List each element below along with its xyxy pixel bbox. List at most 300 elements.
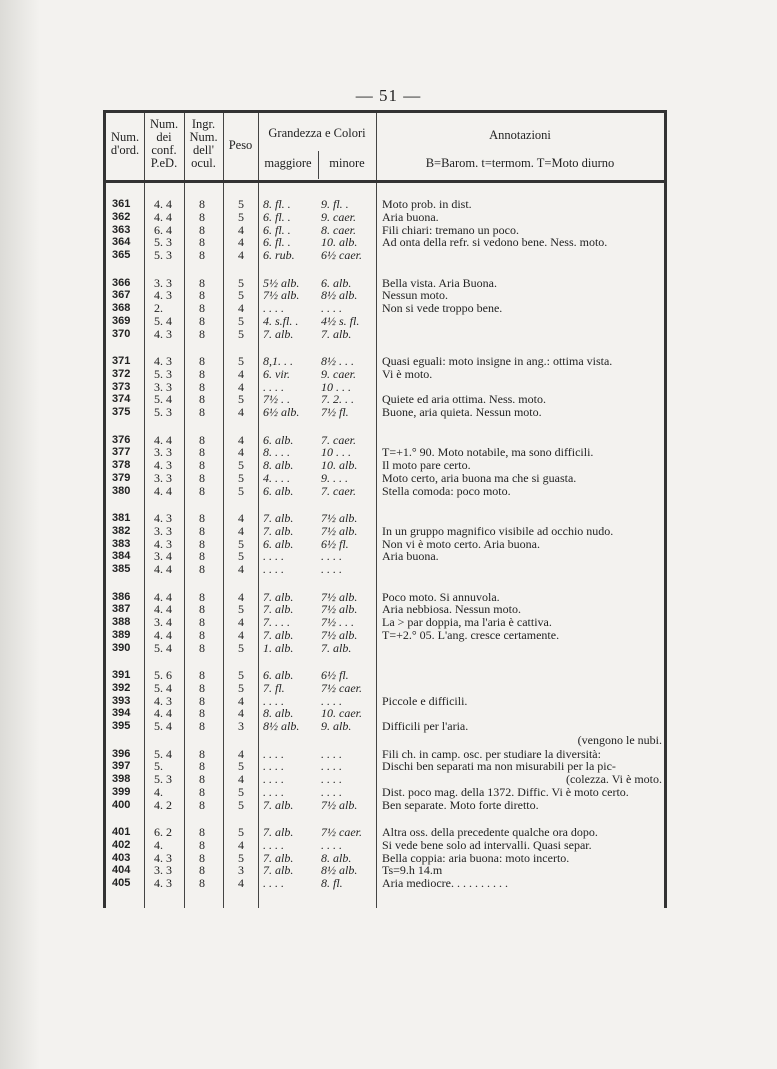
magnitude-major: 7. alb. xyxy=(263,825,294,839)
header-peso: Peso xyxy=(228,138,253,152)
conf-number: 3. 3 xyxy=(154,863,172,878)
conf-number: 4. 4 xyxy=(154,197,172,211)
magnitude-major: . . . . xyxy=(263,693,284,708)
ocular: 8 xyxy=(199,470,205,485)
annotation: Poco moto. Si annuvola. xyxy=(382,589,500,604)
weight: 5 xyxy=(238,825,244,839)
star-number: 368 xyxy=(112,302,131,315)
annotation: Ad onta della refr. si vedono bene. Ness. moto. xyxy=(382,235,608,250)
magnitude-minor: 6½ fl. xyxy=(321,668,349,682)
annotation: Stella comoda: poco moto. xyxy=(382,483,511,498)
star-number: 385 xyxy=(112,563,131,576)
weight: 4 xyxy=(238,511,244,525)
annotation: Moto prob. in dist. xyxy=(382,197,472,211)
ocular: 8 xyxy=(199,392,205,407)
weight: 4 xyxy=(238,222,244,237)
annotation: Fili chiari: tremano un poco. xyxy=(382,222,519,237)
annotation: Aria nebbiosa. Nessun moto. xyxy=(382,602,521,617)
magnitude-minor: 7½ alb. xyxy=(321,523,358,538)
conf-number: 4. 4 xyxy=(154,483,172,498)
annotation: Aria mediocre. . . . . . . . . . xyxy=(382,876,508,891)
conf-number: 4. 3 xyxy=(154,693,172,708)
magnitude-minor: 8½ alb. xyxy=(321,288,358,303)
weight: 5 xyxy=(238,458,244,473)
table-row xyxy=(106,799,664,812)
weight: 5 xyxy=(238,668,244,682)
magnitude-major: 6. alb. xyxy=(263,483,294,498)
table-row xyxy=(106,877,664,890)
magnitude-major: 8. . . . xyxy=(263,445,290,460)
conf-number: 4. 2 xyxy=(154,797,172,812)
annotation: Non vi è moto certo. Aria buona. xyxy=(382,536,540,551)
magnitude-major: 4. s.fl. . xyxy=(263,313,299,328)
annotation: In un gruppo magnifico visibile ad occhio nudo. xyxy=(382,523,614,538)
star-number: 372 xyxy=(112,367,131,380)
ocular: 8 xyxy=(199,772,205,787)
weight: 5 xyxy=(238,209,244,224)
weight: 4 xyxy=(238,432,244,447)
weight: 5 xyxy=(238,288,244,303)
magnitude-major: . . . . xyxy=(263,837,284,852)
annotation: Il moto pare certo. xyxy=(382,458,471,473)
weight: 5 xyxy=(238,797,244,812)
conf-number: 3. 4 xyxy=(154,615,172,630)
weight: 4 xyxy=(238,445,244,460)
conf-number: 4. 4 xyxy=(154,706,172,721)
magnitude-minor: 4½ s. fl. xyxy=(321,313,360,328)
star-number: 400 xyxy=(112,798,131,811)
weight: 4 xyxy=(238,248,244,263)
weight: 3 xyxy=(238,719,244,734)
weight: 5 xyxy=(238,197,244,211)
annotation: Quiete ed aria ottima. Ness. moto. xyxy=(382,392,546,407)
magnitude-minor: 7. alb. xyxy=(321,326,352,341)
star-number: 378 xyxy=(112,459,131,472)
magnitude-minor: 7. 2. . . xyxy=(321,392,354,407)
star-number: 365 xyxy=(112,249,131,262)
star-number: 366 xyxy=(112,276,131,289)
magnitude-major: 6. fl. . xyxy=(263,235,291,250)
conf-number: 5. 3 xyxy=(154,366,172,381)
magnitude-minor: 7½ . . . xyxy=(321,615,354,630)
conf-number: 4. 4 xyxy=(154,602,172,617)
star-number: 386 xyxy=(112,590,131,603)
magnitude-major: 6. alb. xyxy=(263,536,294,551)
conf-number: 5. 6 xyxy=(154,668,172,682)
table-row xyxy=(106,682,664,695)
header-line: d'ord. xyxy=(110,143,140,157)
star-number: 370 xyxy=(112,327,131,340)
weight: 5 xyxy=(238,313,244,328)
magnitude-minor: 10. alb. xyxy=(321,458,358,473)
weight: 5 xyxy=(238,680,244,695)
weight: 5 xyxy=(238,392,244,407)
magnitude-minor: 8. fl. xyxy=(321,876,343,891)
observation-table xyxy=(103,110,667,908)
table-row xyxy=(106,525,664,538)
ocular: 8 xyxy=(199,313,205,328)
conf-number: 4. 3 xyxy=(154,876,172,891)
annotation: Bella coppia: aria buona: moto incerto. xyxy=(382,850,570,865)
header-num-ord xyxy=(106,131,144,157)
annotation: Non si vede troppo bene. xyxy=(382,301,503,316)
magnitude-major: 4. . . . xyxy=(263,470,290,485)
table-row xyxy=(106,550,664,563)
ocular: 8 xyxy=(199,589,205,604)
annotation: (vengono le nubi. xyxy=(577,732,662,747)
star-number: 392 xyxy=(112,681,131,694)
weight: 5 xyxy=(238,602,244,617)
magnitude-minor: 7½ caer. xyxy=(321,680,362,695)
magnitude-minor: 9. alb. xyxy=(321,719,352,734)
ocular: 8 xyxy=(199,326,205,341)
magnitude-minor: . . . . xyxy=(321,562,342,577)
ocular: 8 xyxy=(199,759,205,774)
star-number: 381 xyxy=(112,512,131,524)
header-legend: B=Barom. t=termom. T=Moto diurno xyxy=(425,156,615,170)
conf-number: 5. 3 xyxy=(154,248,172,263)
annotation: Dist. poco mag. della 1372. Diffic. Vi è moto certo. xyxy=(382,784,629,799)
table-row xyxy=(106,302,664,315)
weight: 5 xyxy=(238,470,244,485)
magnitude-minor: 7½ alb. xyxy=(321,602,358,617)
ocular: 8 xyxy=(199,825,205,839)
annotation: (colezza. Vi è moto. xyxy=(565,772,662,787)
conf-number: 5. 3 xyxy=(154,772,172,787)
weight: 4 xyxy=(238,693,244,708)
conf-number: 5. 3 xyxy=(154,405,172,420)
annotation: Bella vista. Aria Buona. xyxy=(382,275,497,290)
conf-number: 4. 4 xyxy=(154,209,172,224)
scan-shadow xyxy=(0,0,40,1069)
magnitude-major: 7. alb. xyxy=(263,523,294,538)
conf-number: 5. 3 xyxy=(154,235,172,250)
conf-number: 3. 3 xyxy=(154,275,172,290)
star-number: 393 xyxy=(112,694,131,707)
magnitude-major: 7. alb. xyxy=(263,863,294,878)
annotation: Difficili per l'aria. xyxy=(382,719,469,734)
ocular: 8 xyxy=(199,197,205,211)
header-line: dell' xyxy=(193,143,214,157)
star-number: 403 xyxy=(112,851,131,864)
table-row xyxy=(106,720,664,733)
magnitude-minor: 7½ alb. xyxy=(321,797,358,812)
table-row xyxy=(106,211,664,224)
ocular: 8 xyxy=(199,837,205,852)
magnitude-major: 7. alb. xyxy=(263,627,294,642)
star-number: 397 xyxy=(112,760,131,773)
header-minore: minore xyxy=(329,156,365,170)
magnitude-minor: 10 . . . xyxy=(321,379,351,394)
magnitude-minor: 6½ fl. xyxy=(321,536,349,551)
magnitude-major: 7. alb. xyxy=(263,511,294,525)
weight: 5 xyxy=(238,850,244,865)
star-number: 383 xyxy=(112,537,131,550)
conf-number: 4. 4 xyxy=(154,627,172,642)
magnitude-minor: 7. alb. xyxy=(321,640,352,655)
weight: 5 xyxy=(238,549,244,564)
ocular: 8 xyxy=(199,366,205,381)
magnitude-major: 6. vir. xyxy=(263,366,290,381)
magnitude-major: 7½ . . xyxy=(263,392,290,407)
magnitude-minor: 9. . . . xyxy=(321,470,348,485)
annotation: Buone, aria quieta. Nessun moto. xyxy=(382,405,542,420)
magnitude-minor: 7. caer. xyxy=(321,483,356,498)
magnitude-minor: . . . . xyxy=(321,772,342,787)
star-number: 373 xyxy=(112,380,131,393)
annotation: La > par doppia, ma l'aria è cattiva. xyxy=(382,615,552,630)
magnitude-major: 1. alb. xyxy=(263,640,294,655)
conf-number: 2. xyxy=(154,301,163,316)
annotation: Ts=9.h 14.m xyxy=(382,863,443,878)
header-maggiore: maggiore xyxy=(264,156,312,170)
magnitude-major: 6½ alb. xyxy=(263,405,300,420)
star-number: 405 xyxy=(112,877,131,890)
ocular: 8 xyxy=(199,627,205,642)
ocular: 8 xyxy=(199,615,205,630)
magnitude-major: . . . . xyxy=(263,562,284,577)
star-number: 379 xyxy=(112,471,131,484)
magnitude-major: 7. . . . xyxy=(263,615,290,630)
conf-number: 4. xyxy=(154,837,163,852)
table-row xyxy=(106,786,664,799)
magnitude-minor: 7½ fl. xyxy=(321,405,349,420)
magnitude-major: 6. fl. . xyxy=(263,209,291,224)
magnitude-minor: . . . . xyxy=(321,301,342,316)
magnitude-major: 7. alb. xyxy=(263,797,294,812)
ocular: 8 xyxy=(199,275,205,290)
annotation: Aria buona. xyxy=(382,549,439,564)
annotation: T=+1.° 90. Moto notabile, ma sono difficili. xyxy=(382,445,594,460)
ocular: 8 xyxy=(199,301,205,316)
conf-number: 6. 2 xyxy=(154,825,172,839)
weight: 5 xyxy=(238,354,244,368)
header-num-conf xyxy=(144,118,184,170)
magnitude-major: . . . . xyxy=(263,876,284,891)
ocular: 8 xyxy=(199,445,205,460)
weight: 5 xyxy=(238,275,244,290)
ocular: 8 xyxy=(199,602,205,617)
star-number: 382 xyxy=(112,524,131,537)
magnitude-major: 8. fl. . xyxy=(263,197,291,211)
magnitude-minor: 10. alb. xyxy=(321,235,358,250)
weight: 3 xyxy=(238,863,244,878)
conf-number: 4. 4 xyxy=(154,432,172,447)
annotation: Altra oss. della precedente qualche ora dopo. xyxy=(382,825,598,839)
magnitude-major: 8. alb. xyxy=(263,706,294,721)
magnitude-major: 6. alb. xyxy=(263,668,294,682)
weight: 4 xyxy=(238,562,244,577)
annotation: Moto certo, aria buona ma che si guasta. xyxy=(382,470,577,485)
magnitude-minor: . . . . xyxy=(321,837,342,852)
conf-number: 5. 4 xyxy=(154,392,172,407)
conf-number: 5. 4 xyxy=(154,313,172,328)
weight: 4 xyxy=(238,615,244,630)
ocular: 8 xyxy=(199,405,205,420)
weight: 5 xyxy=(238,536,244,551)
conf-number: 4. 3 xyxy=(154,536,172,551)
weight: 4 xyxy=(238,706,244,721)
conf-number: 4. 3 xyxy=(154,354,172,368)
magnitude-minor: 8½ alb. xyxy=(321,863,358,878)
conf-number: 4. xyxy=(154,784,163,799)
ocular: 8 xyxy=(199,354,205,368)
header-ingr xyxy=(184,118,223,170)
star-number: 374 xyxy=(112,393,131,406)
header-line: P.eD. xyxy=(150,156,178,170)
star-number: 404 xyxy=(112,864,131,877)
table-row xyxy=(106,368,664,381)
magnitude-minor: 9. caer. xyxy=(321,209,356,224)
annotation: T=+2.° 05. L'ang. cresce certamente. xyxy=(382,627,560,642)
magnitude-minor: . . . . xyxy=(321,693,342,708)
magnitude-minor: 10. caer. xyxy=(321,706,362,721)
weight: 5 xyxy=(238,784,244,799)
weight: 4 xyxy=(238,523,244,538)
weight: 4 xyxy=(238,772,244,787)
magnitude-minor: . . . . xyxy=(321,759,342,774)
ocular: 8 xyxy=(199,458,205,473)
conf-number: 5. 4 xyxy=(154,719,172,734)
annotation: Aria buona. xyxy=(382,209,439,224)
star-number: 384 xyxy=(112,550,131,563)
conf-number: 4. 4 xyxy=(154,562,172,577)
magnitude-major: 7. alb. xyxy=(263,602,294,617)
ocular: 8 xyxy=(199,248,205,263)
conf-number: 6. 4 xyxy=(154,222,172,237)
star-number: 390 xyxy=(112,641,131,654)
star-number: 398 xyxy=(112,773,131,786)
star-number: 394 xyxy=(112,707,131,720)
conf-number: 3. 3 xyxy=(154,523,172,538)
table-row xyxy=(106,563,664,576)
annotation: Fili ch. in camp. osc. per studiare la diversità: xyxy=(382,746,601,761)
table-row xyxy=(106,629,664,642)
annotation: Piccole e difficili. xyxy=(382,693,468,708)
weight: 4 xyxy=(238,379,244,394)
magnitude-major: . . . . xyxy=(263,772,284,787)
weight: 5 xyxy=(238,640,244,655)
magnitude-minor: 9. fl. . xyxy=(321,197,349,211)
table-row xyxy=(106,839,664,852)
magnitude-major: 7. alb. xyxy=(263,326,294,341)
star-number: 395 xyxy=(112,720,131,733)
star-number: 363 xyxy=(112,223,131,236)
star-number: 399 xyxy=(112,785,131,798)
table-row xyxy=(106,695,664,708)
star-number: 361 xyxy=(112,198,131,210)
magnitude-minor: 7½ alb. xyxy=(321,511,358,525)
ocular: 8 xyxy=(199,706,205,721)
star-number: 371 xyxy=(112,355,131,367)
ocular: 8 xyxy=(199,222,205,237)
ocular: 8 xyxy=(199,719,205,734)
star-number: 396 xyxy=(112,747,131,760)
table-row xyxy=(106,642,664,655)
star-number: 362 xyxy=(112,210,131,223)
magnitude-major: . . . . xyxy=(263,549,284,564)
ocular: 8 xyxy=(199,511,205,525)
magnitude-minor: . . . . xyxy=(321,784,342,799)
ocular: 8 xyxy=(199,235,205,250)
conf-number: 5. 4 xyxy=(154,640,172,655)
star-number: 391 xyxy=(112,669,131,681)
header-line: Num. xyxy=(189,130,218,144)
magnitude-major: 7. fl. xyxy=(263,680,285,695)
weight: 4 xyxy=(238,235,244,250)
weight: 4 xyxy=(238,876,244,891)
magnitude-minor: 8. alb. xyxy=(321,850,352,865)
weight: 4 xyxy=(238,627,244,642)
magnitude-major: 6. fl. . xyxy=(263,222,291,237)
magnitude-major: 8,1. . . xyxy=(263,354,293,368)
conf-number: 3. 4 xyxy=(154,549,172,564)
annotation: Vi è moto. xyxy=(382,366,433,381)
ocular: 8 xyxy=(199,209,205,224)
star-number: 387 xyxy=(112,603,131,616)
weight: 5 xyxy=(238,483,244,498)
magnitude-minor: 6½ caer. xyxy=(321,248,362,263)
weight: 4 xyxy=(238,405,244,420)
magnitude-major: 8. alb. xyxy=(263,458,294,473)
annotation: Quasi eguali: moto insigne in ang.: ottima vista. xyxy=(382,354,613,368)
header-line: Ingr. xyxy=(191,117,216,131)
ocular: 8 xyxy=(199,288,205,303)
header-grandezza: Grandezza e Colori xyxy=(268,126,366,140)
magnitude-minor: . . . . xyxy=(321,549,342,564)
magnitude-major: . . . . xyxy=(263,301,284,316)
weight: 5 xyxy=(238,759,244,774)
ocular: 8 xyxy=(199,850,205,865)
ocular: 8 xyxy=(199,523,205,538)
ocular: 8 xyxy=(199,379,205,394)
header-line: dei xyxy=(156,130,172,144)
star-number: 369 xyxy=(112,314,131,327)
conf-number: 5. xyxy=(154,759,163,774)
table-row xyxy=(106,406,664,419)
header-line: conf. xyxy=(151,143,177,157)
conf-number: 4. 3 xyxy=(154,288,172,303)
ocular: 8 xyxy=(199,863,205,878)
star-number: 375 xyxy=(112,406,131,419)
header-rule xyxy=(106,180,664,183)
ocular: 8 xyxy=(199,640,205,655)
conf-number: 4. 3 xyxy=(154,458,172,473)
weight: 4 xyxy=(238,746,244,761)
magnitude-major: 5½ alb. xyxy=(263,275,300,290)
table-row xyxy=(106,669,664,682)
weight: 4 xyxy=(238,589,244,604)
star-number: 377 xyxy=(112,446,131,459)
magnitude-minor: 7½ alb. xyxy=(321,589,358,604)
ocular: 8 xyxy=(199,797,205,812)
table-row xyxy=(106,485,664,498)
table-row xyxy=(106,472,664,485)
table-row xyxy=(106,328,664,341)
magnitude-minor: 7. caer. xyxy=(321,432,356,447)
ocular: 8 xyxy=(199,876,205,891)
magnitude-minor: 8½ . . . xyxy=(321,354,354,368)
ocular: 8 xyxy=(199,483,205,498)
header-line: ocul. xyxy=(191,156,216,170)
ocular: 8 xyxy=(199,746,205,761)
magnitude-major: . . . . xyxy=(263,759,284,774)
annotation: Ben separate. Moto forte diretto. xyxy=(382,797,539,812)
weight: 4 xyxy=(238,366,244,381)
star-number: 389 xyxy=(112,628,131,641)
star-number: 401 xyxy=(112,826,131,838)
ocular: 8 xyxy=(199,562,205,577)
